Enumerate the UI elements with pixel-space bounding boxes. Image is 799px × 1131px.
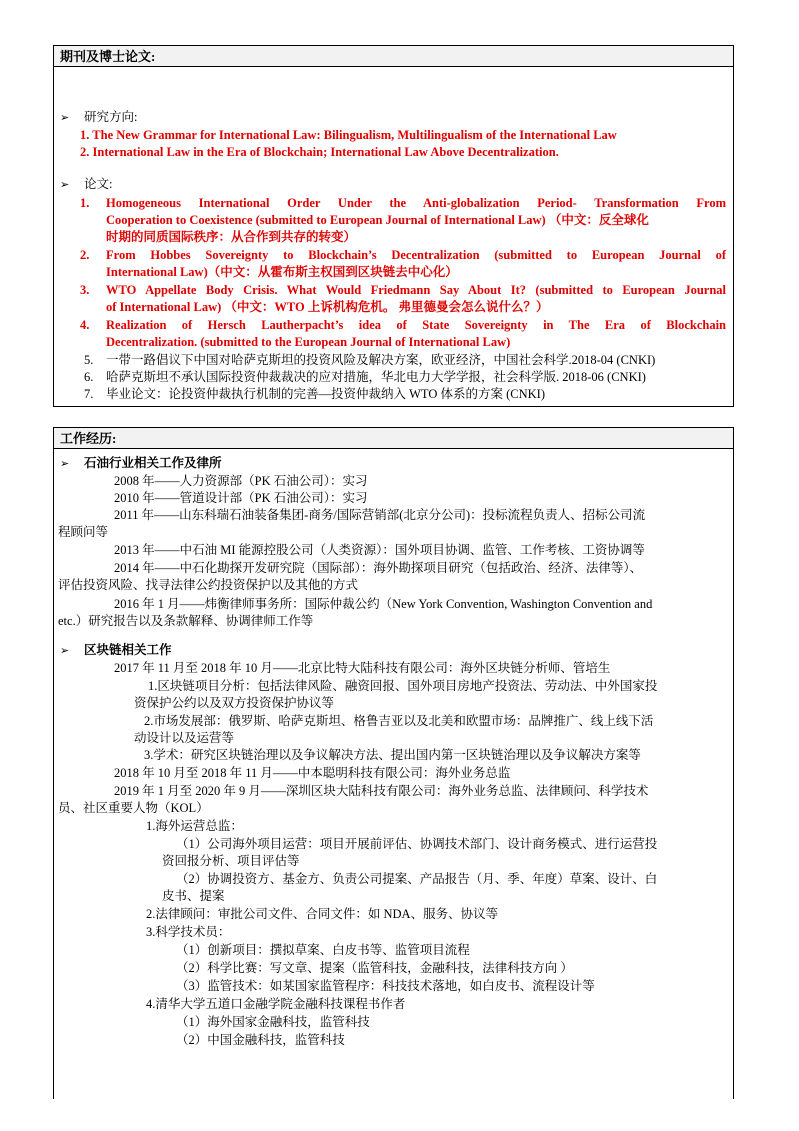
arrowhead-bullet-icon: ➢ [60, 179, 70, 191]
research-item-2: 2. International Law in the Era of Blockchain; International Law Above Decentralization. [80, 145, 559, 159]
oil-item: 2013 年——中石油 MI 能源控股公司（人类资源）：国外项目协调、监管、工作考核、工资协调等 [114, 543, 645, 557]
chain-item: 3.科学技术员： [146, 925, 231, 939]
research-item-1: 1. The New Grammar for International Law: Bilingualism, Multilingualism of the International Law [80, 128, 617, 142]
paper-2-line-2: International Law)（中文：从霍布斯主权国到区块链去中心化） [106, 265, 458, 279]
oil-item: 程顾问等 [58, 525, 109, 539]
chain-item: 2.法律顾问：审批公司文件、合同文件：如 NDA、服务、协议等 [146, 907, 499, 921]
oil-item: 2011 年——山东科瑞石油装备集团-商务/国际营销部(北京分公司)：投标流程负责人、招标公司流 [114, 508, 646, 522]
chain-item: 资回报分析、项目评估等 [162, 854, 300, 868]
paper-number: 3. [80, 283, 90, 297]
chain-item: （1）创新项目：撰拟草案、白皮书等、监管项目流程 [176, 943, 470, 957]
chain-item: 动设计以及运营等 [134, 731, 235, 745]
paper-number: 6. [84, 370, 94, 384]
paper-3-line-2: of International Law) （中文：WTO 上诉机构危机。 弗里德曼会怎么说什么？） [106, 300, 549, 314]
chain-item: （2）中国金融科技，监管科技 [176, 1033, 345, 1047]
resume-table [53, 45, 734, 1099]
paper-2-line-1: From Hobbes Sovereignty to Blockchain’s Decentralization (submitted to European Journal of [106, 248, 726, 262]
chain-item: （3）监管技术：如某国家监管程序：科技技术落地，如白皮书、流程设计等 [176, 979, 595, 993]
chain-item: 2018 年 10 月至 2018 年 11 月——中本聪明科技有限公司：海外业务总监 [114, 766, 511, 780]
paper-number: 4. [80, 318, 90, 332]
chain-item: （2）协调投资方、基金方、负责公司提案、产品报告（月、季、年度）草案、设计、白 [176, 872, 658, 886]
paper-1-line-3: 时期的同质国际秩序：从合作到共存的转变） [106, 230, 357, 244]
paper-4-line-1: Realization of Hersch Lautherpacht’s idea of State Sovereignty in The Era of Blockchain [106, 318, 726, 332]
chain-section-title: 区块链相关工作 [84, 643, 172, 657]
chain-item: （1）公司海外项目运营：项目开展前评估、协调技术部门、设计商务模式、进行运营投 [176, 837, 658, 851]
paper-number: 5. [84, 353, 94, 367]
work-section-header: 工作经历: [53, 427, 734, 449]
paper-7: 毕业论文：论投资仲裁执行机制的完善—投资仲裁纳入 WTO 体系的方案 (CNKI) [106, 387, 545, 401]
papers-section-body [53, 67, 734, 407]
paper-number: 7. [84, 387, 94, 401]
chain-item: 2019 年 1 月至 2020 年 9 月——深圳区块大陆科技有限公司：海外业务总监、法律顾问、科学技术 [114, 784, 649, 798]
arrowhead-bullet-icon: ➢ [60, 645, 70, 657]
oil-item: 2016 年 1 月——炜衡律师事务所：国际仲裁公约（New York Convention, Washington Convention and [114, 597, 653, 611]
paper-5: 一带一路倡议下中国对哈萨克斯坦的投资风险及解决方案，欧亚经济，中国社会科学.2018-04 (CNKI) [106, 353, 656, 367]
chain-item: （1）海外国家金融科技，监管科技 [176, 1015, 370, 1029]
chain-item: （2）科学比赛：写文章、提案（监管科技，金融科技，法律科技方向 ） [176, 961, 573, 975]
arrowhead-bullet-icon: ➢ [60, 458, 70, 470]
work-section-body [53, 449, 734, 1099]
paper-number: 1. [80, 196, 90, 210]
paper-number: 2. [80, 248, 90, 262]
oil-item: 2010 年——管道设计部（PK 石油公司）：实习 [114, 491, 368, 505]
chain-item: 资保护公约以及双方投资保护协议等 [134, 696, 335, 710]
paper-1-line-1: Homogeneous International Order Under the Anti-globalization Period- Transformation From [106, 196, 726, 210]
chain-item: 2.市场发展部：俄罗斯、哈萨克斯坦、格鲁吉亚以及北美和欧盟市场：品牌推广、线上线下活 [144, 714, 654, 728]
papers-label: 论文: [84, 177, 113, 191]
chain-item: 3.学术：研究区块链治理以及争议解决方法、提出国内第一区块链治理以及争议解决方案等 [144, 748, 641, 762]
papers-section-header: 期刊及博士论文: [53, 45, 734, 67]
chain-item: 4.清华大学五道口金融学院金融科技课程书作者 [146, 997, 406, 1011]
oil-item: etc.）研究报告以及条款解释、协调律师工作等 [58, 614, 314, 628]
arrowhead-bullet-icon: ➢ [60, 112, 70, 124]
oil-section-title: 石油行业相关工作及律所 [84, 456, 222, 470]
chain-item: 1.海外运营总监： [146, 819, 243, 833]
chain-item: 1.区块链项目分析：包括法律风险、融资回报、国外项目房地产投资法、劳动法、中外国家投 [148, 679, 658, 693]
paper-3-line-1: WTO Appellate Body Crisis. What Would Friedmann Say About It? (submitted to European Journal [106, 283, 726, 297]
chain-item: 2017 年 11 月至 2018 年 10 月——北京比特大陆科技有限公司：海外区块链分析师、管培生 [114, 661, 611, 675]
paper-4-line-2: Decentralization. (submitted to the European Journal of International Law) [106, 335, 511, 349]
paper-6: 哈萨克斯坦不承认国际投资仲裁裁决的应对措施，华北电力大学学报，社会科学版. 2018-06 (CNKI) [106, 370, 646, 384]
paper-1-line-2: Cooperation to Coexistence (submitted to European Journal of International Law) （中文：反全球化 [106, 213, 649, 227]
oil-item: 2008 年——人力资源部（PK 石油公司）：实习 [114, 474, 368, 488]
research-label: 研究方向: [84, 110, 138, 124]
oil-item: 2014 年——中石化勘探开发研究院（国际部）：海外勘探项目研究（包括政治、经济、法律等）、 [114, 561, 643, 575]
chain-item: 员、社区重要人物（KOL） [58, 801, 209, 815]
oil-item: 评估投资风险、找寻法律公约投资保护以及其他的方式 [58, 578, 359, 592]
chain-item: 皮书、提案 [162, 889, 225, 903]
